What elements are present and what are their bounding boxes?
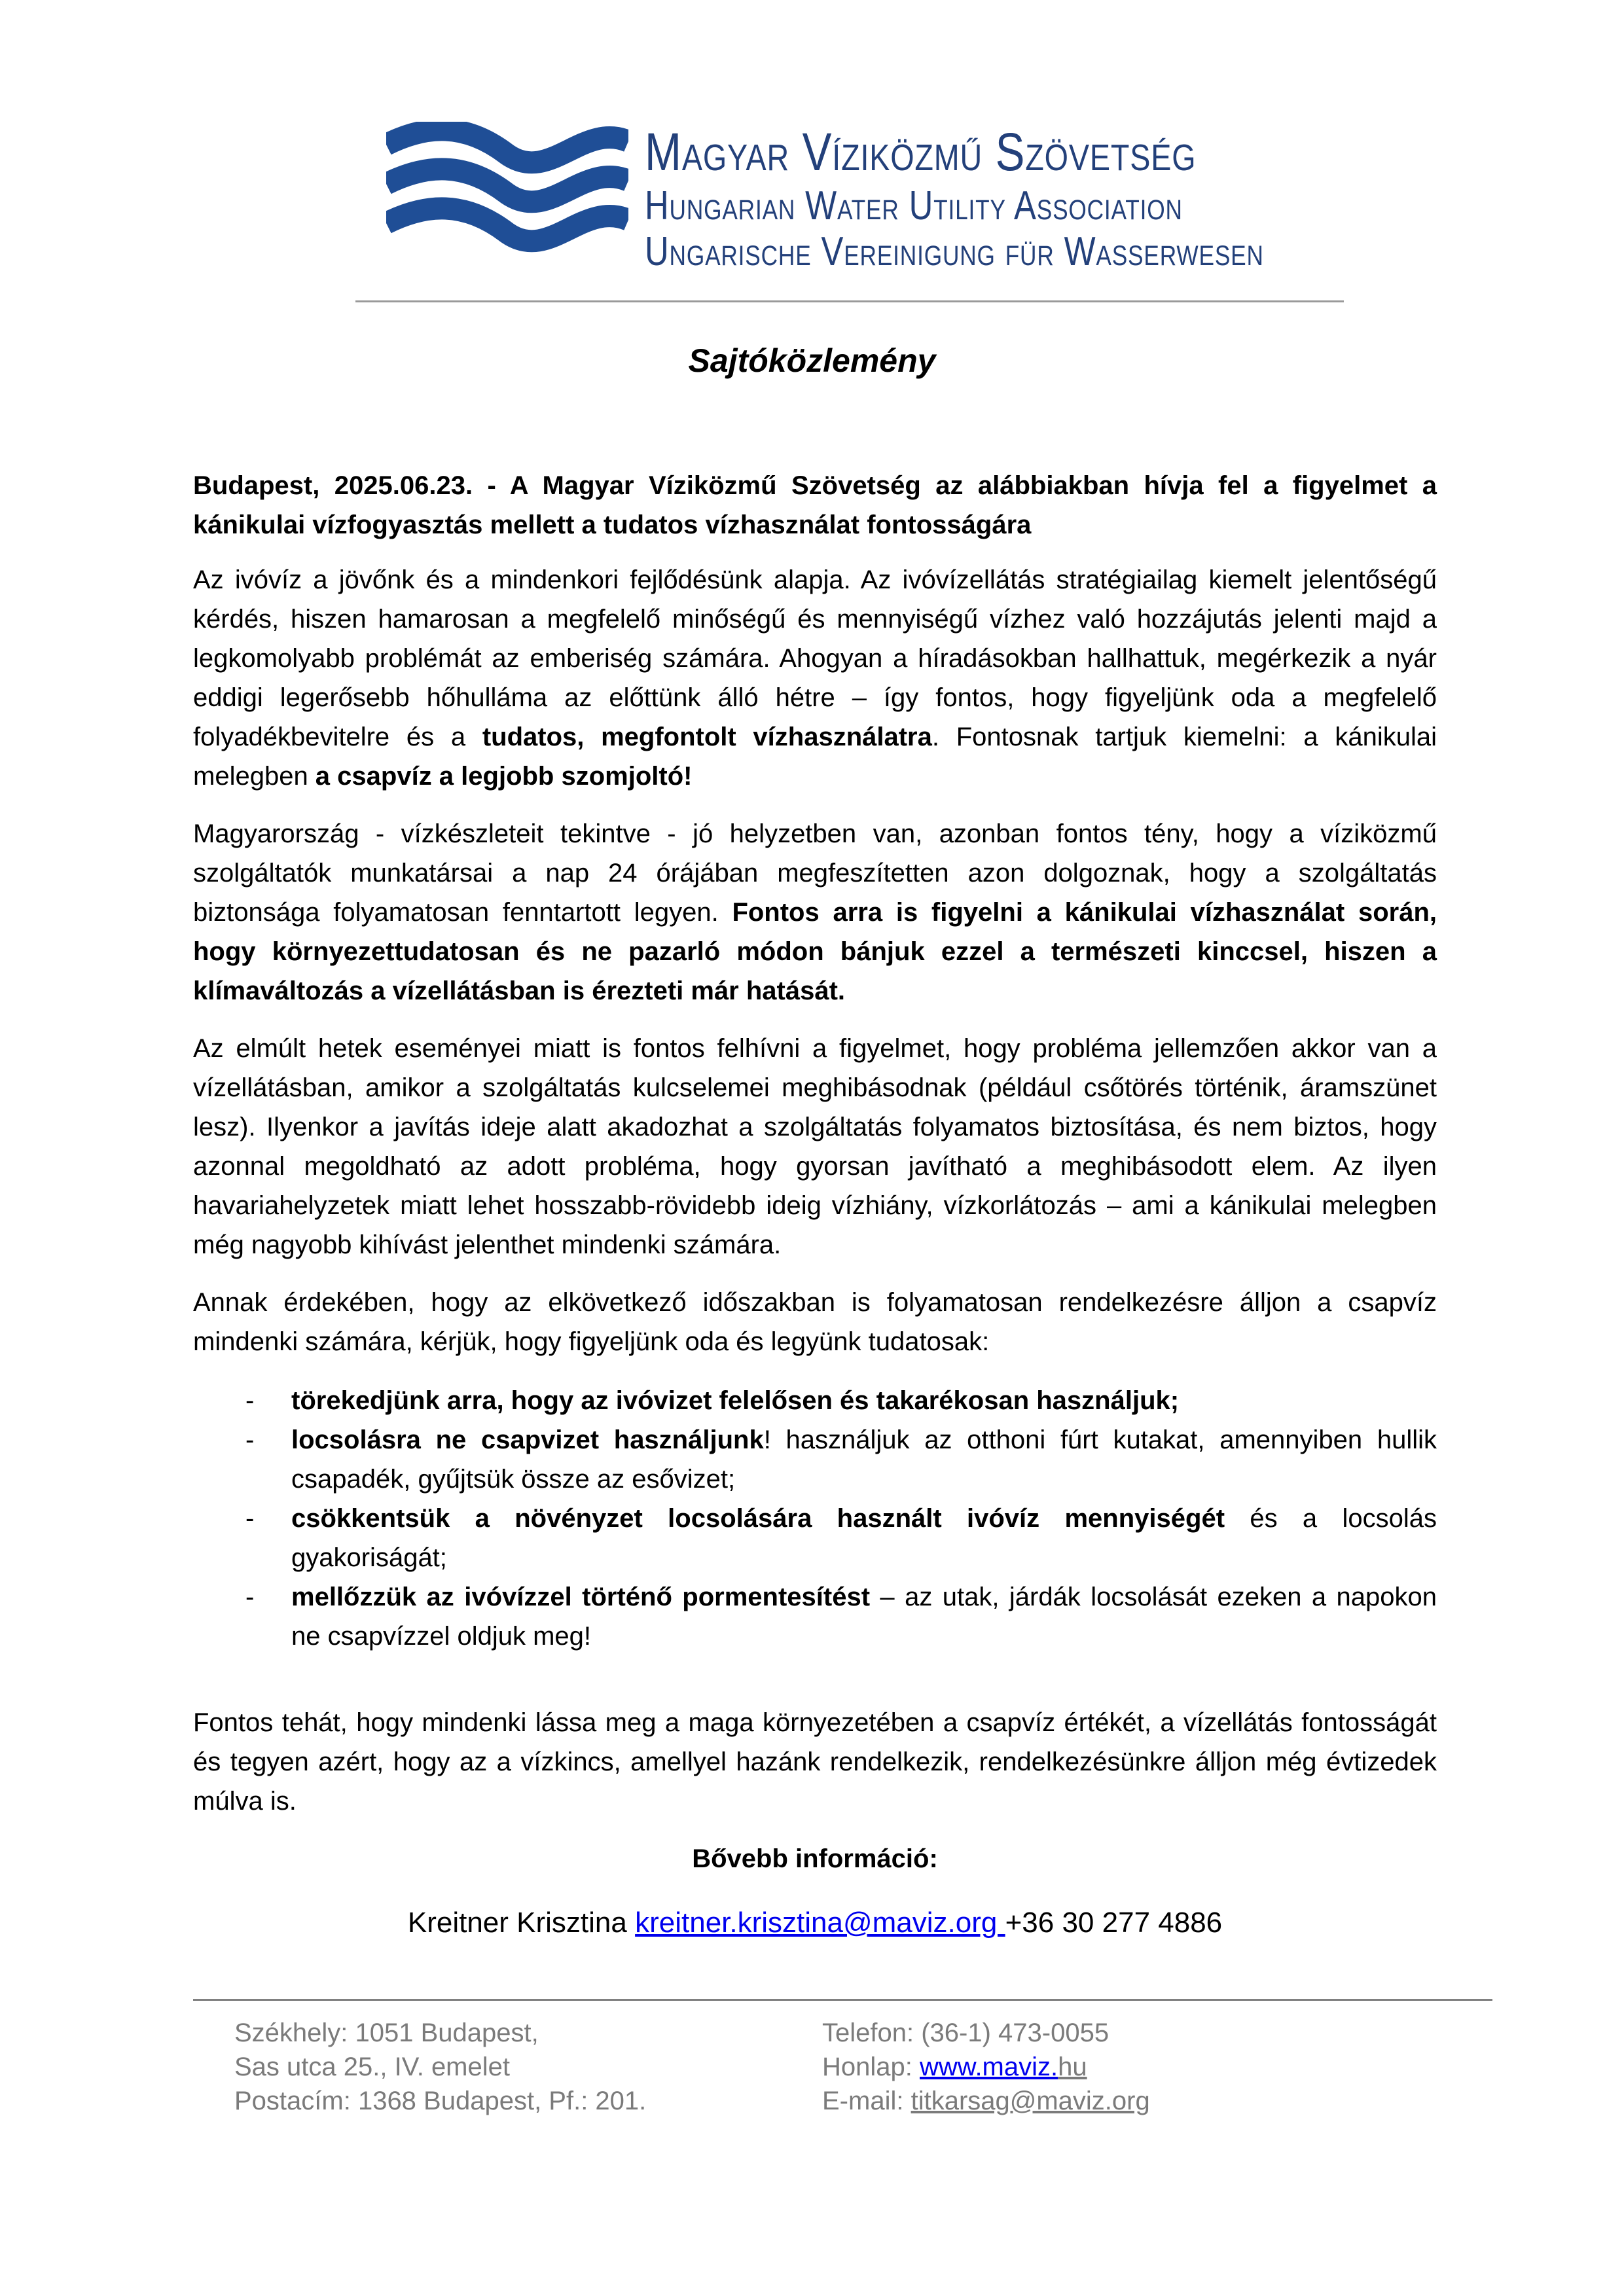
footer-postal-address: Postacím: 1368 Budapest, Pf.: 201. [234,2087,647,2115]
organization-logo [386,122,1303,274]
text-run: – az utak, járdák locsolását ezeken a napokon ne csapvízzel oldjuk meg! [291,1583,1437,1651]
footer-email-link[interactable]: titkarsag@maviz.org [911,2087,1150,2115]
text-run: és a locsolás gyakoriságát; [291,1504,1437,1572]
list-item [193,1577,1437,1656]
dash-bullet: - [245,1426,255,1454]
footer-website-row [822,2050,1150,2084]
text-run: . Fontosnak tartjuk kiemelni: a kánikulai melegben [193,723,1437,791]
logo-name-english: Hungarian Water Utility Association [645,183,1183,228]
contact-phone: +36 30 277 4886 [1005,1907,1223,1939]
footer-contacts [822,2016,1150,2118]
paragraph-3: Az elmúlt hetek eseményei miatt is fontos felhívni a figyelmet, hogy probléma jellemzően akkor van a vízellátásban, amikor a szolgáltatás kulcselemei meghibásodnak (például csőtörés történik, áramszünet lesz). Ilyenkor a javítás ideje alatt akadozhat a szolgáltatás folyamatos biztosítása, és nem biztos, hogy azonnal megoldható az adott probléma, hogy gyorsan javítható a meghibásodott elem. Az ilyen havariahelyzetek miatt lehet hosszabb-rövidebb ideig vízhiány, vízkorlátozás – ami a kánikulai melegben még nagyobb kihívást jelenthet mindenki számára. [193,1034,1437,1259]
logo-name-german: Ungarische Vereinigung für Wasserwesen [645,229,1264,274]
bold-run: locsolásra ne csapvizet használjunk [291,1426,764,1454]
bold-run: tudatos, megfontolt vízhasználatra [482,723,932,751]
bold-run: mellőzzük az ivóvízzel történő pormentesítést [291,1583,871,1611]
bold-run: csökkentsük a növényzet locsolására használt ivóvíz mennyiségét [291,1504,1225,1533]
footer-email-row [822,2084,1150,2118]
more-info-heading: Bővebb információ: [692,1844,938,1873]
text-run: Magyarország - vízkészleteit tekintve - jó helyzetben van, azonban fontos tény, hogy a víziközmű szolgáltatók munkatársai a nap 24 órájában megfeszítetten azon dolgoznak, hogy a szolgáltatás biztonsága folyamatosan fenntartott legyen. [193,819,1437,927]
dash-bullet: - [245,1504,255,1533]
bold-run: törekedjünk arra, hogy az ivóvizet felelősen és takarékosan használjuk; [291,1386,1180,1415]
text-run: Az ivóvíz a jövőnk és a mindenkori fejlődésünk alapja. Az ivóvízellátás stratégiailag kiemelt jelentőségű kérdés, hiszen hamarosan a megfelelő minőségű és mennyiségű vízhez való hozzájutás jelenti majd a legkomolyabb problémát az emberiség számára. Ahogyan a híradásokban hallhattuk, megérkezik a nyár eddigi legerősebb hőhulláma az előttünk álló hétre – így fontos, hogy figyeljünk oda a megfelelő folyadékbevitelre és a [193,565,1437,751]
list-item [193,1381,1437,1420]
logo-name-hungarian: Magyar Víziközmű Szövetség [645,122,1197,182]
logo-wordmark [645,122,1264,272]
footer-divider [193,1999,1492,2001]
document-body [193,466,1437,1943]
dash-bullet: - [245,1583,255,1611]
waves-logo-icon [386,122,628,259]
bold-run: Fontos arra is figyelni a kánikulai vízhasználat során, hogy környezettudatosan és ne pazarló módon bánjuk ezzel a természeti kinccsel, hiszen a klímaváltozás a vízellátásban is érezteti már hatását. [193,898,1437,1005]
footer-website-label: Honlap: [822,2053,920,2081]
list-item [193,1499,1437,1577]
document-title: Sajtóközlemény [688,342,936,379]
text-run: ! használjuk az otthoni fúrt kutakat, amennyiben hullik csapadék, gyűjtsük össze az esővizet; [291,1426,1437,1494]
footer-email-label: E-mail: [822,2087,911,2115]
contact-line [193,1903,1437,1943]
paragraph-5: Fontos tehát, hogy mindenki lássa meg a maga környezetében a csapvíz értékét, a vízellátás fontosságát és tegyen azért, hogy az a vízkincs, amellyel hazánk rendelkezik, rendelkezésünkre álljon még évtizedek múlva is. [193,1708,1437,1816]
lead-paragraph: Budapest, 2025.06.23. - A Magyar Víziközmű Szövetség az alábbiakban hívja fel a figyelmet a kánikulai vízfogyasztás mellett a tudatos vízhasználat fontosságára [193,471,1437,539]
dash-bullet: - [245,1386,255,1415]
bold-run: a csapvíz a legjobb szomjoltó! [315,762,693,791]
footer-website-link[interactable]: www.maviz. [919,2053,1058,2081]
paragraph-1 [193,560,1437,796]
list-item [193,1420,1437,1499]
footer-address [234,2016,646,2118]
footer-street: Sas utca 25., IV. emelet [234,2053,510,2081]
recommendation-list [193,1381,1437,1656]
paragraph-2 [193,814,1437,1011]
header-divider [355,300,1344,302]
contact-name: Kreitner Krisztina [407,1907,636,1939]
paragraph-4: Annak érdekében, hogy az elkövetkező időszakban is folyamatosan rendelkezésre álljon a csapvíz mindenki számára, kérjük, hogy figyeljünk oda és legyünk tudatosak: [193,1288,1437,1356]
contact-email-link[interactable]: kreitner.krisztina@maviz.org [635,1907,1005,1939]
footer-headquarters: Székhely: 1051 Budapest, [234,2018,539,2047]
footer-phone: Telefon: (36-1) 473-0055 [822,2018,1110,2047]
footer-website-link-suffix[interactable]: hu [1058,2053,1087,2081]
